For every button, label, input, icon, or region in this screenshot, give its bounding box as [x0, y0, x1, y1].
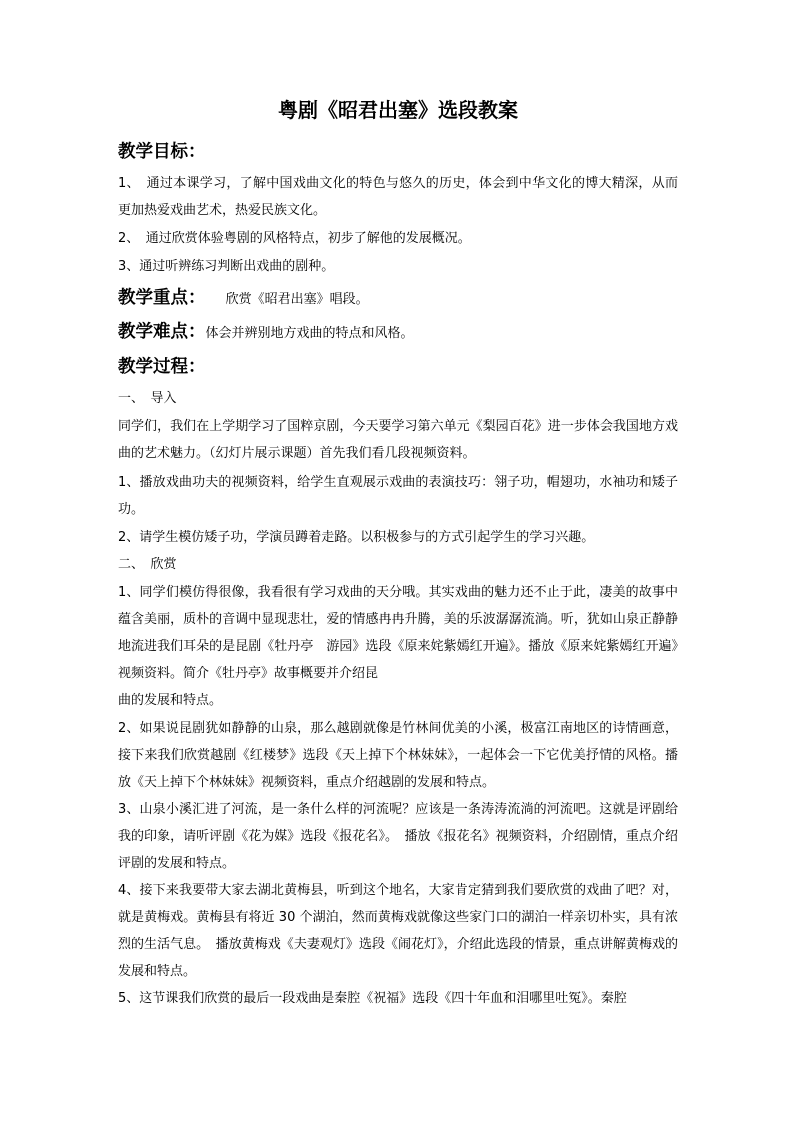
objective-item: 1、 通过本课学习，了解中国戏曲文化的特色与悠久的历史，体会到中华文化的博大精深，从而更加热爱戏曲艺术，热爱民族文化。 [118, 176, 678, 218]
objective-item: 2、 通过欣赏体验粤剧的风格特点，初步了解他的发展概况。 [118, 231, 471, 246]
process-paragraph: 5、这节课我们欣赏的最后一段戏曲是秦腔《祝福》选段《四十年血和泪哪里吐冤》。秦腔 [118, 991, 627, 1006]
section-title: 二、 欣赏 [118, 557, 177, 572]
process-paragraph: 曲的发展和特点。 [118, 693, 223, 708]
document-title: 粤剧《昭君出塞》选段教案 [278, 98, 518, 122]
difficulty-text: 体会并辨别地方戏曲的特点和风格。 [205, 326, 414, 341]
process-paragraph: 1、同学们模仿得很像，我看很有学习戏曲的天分哦。其实戏曲的魅力还不止于此，凄美的故事中蕴含美丽，质朴的音调中显现悲壮，爱的情感冉冉升腾，美的乐波潺潺流淌。听，犹如山泉正静静地流进我们耳朵的是昆剧《牡丹亭 游园》选段《原来姹紫嫣红开遍》。播放《原来姹紫嫣红开遍》视频资料。简介《牡丹亭》故事概要并介绍昆 [118, 585, 678, 681]
section-title: 一、 导入 [118, 391, 177, 406]
objectives-heading: 教学目标： [118, 142, 206, 162]
process-paragraph: 4、接下来我要带大家去湖北黄梅县，听到这个地名，大家肯定猜到我们要欣赏的戏曲了吧？对，就是黄梅戏。黄梅县有将近 30 个湖泊，然而黄梅戏就像这些家门口的湖泊一样亲切朴实，具有浓烈的生活气息。 播放黄梅戏《夫妻观灯》选段《闹花灯》，介绍此选段的情景，重点讲解黄梅戏的发展和特点。 [118, 883, 678, 979]
process-paragraph: 1、播放戏曲功夫的视频资料，给学生直观展示戏曲的表演技巧：翎子功，帽翅功，水袖功和矮子功。 [118, 475, 678, 517]
objective-item: 3、通过听辨练习判断出戏曲的剧种。 [118, 259, 335, 274]
process-paragraph: 2、如果说昆剧犹如静静的山泉，那么越剧就像是竹林间优美的小溪，极富江南地区的诗情画意，接下来我们欣赏越剧《红楼梦》选段《天上掉下个林妹妹》，一起体会一下它优美抒情的风格。播放《天上掉下个林妹妹》视频资料，重点介绍越剧的发展和特点。 [118, 721, 678, 790]
process-heading: 教学过程： [118, 357, 206, 377]
process-paragraph: 同学们，我们在上学期学习了国粹京剧，今天要学习第六单元《梨园百花》进一步体会我国地方戏曲的艺术魅力。（幻灯片展示课题）首先我们看几段视频资料。 [118, 419, 678, 461]
process-paragraph: 3、山泉小溪汇进了河流，是一条什么样的河流呢？应该是一条涛涛流淌的河流吧。这就是评剧给我的印象，请听评剧《花为媒》选段《报花名》。 播放《报花名》视频资料，介绍剧情，重点介绍评剧的发展和特点。 [118, 802, 678, 871]
difficulty-heading: 教学难点： [118, 322, 206, 342]
difficulty-row [118, 320, 414, 346]
key-point-heading: 教学重点： [118, 288, 206, 308]
key-point-text: 欣赏《昭君出塞》唱段。 [225, 292, 369, 307]
key-point-row [118, 286, 369, 312]
process-paragraph: 2、请学生模仿矮子功，学演员蹲着走路。以积极参与的方式引起学生的学习兴趣。 [118, 530, 595, 545]
